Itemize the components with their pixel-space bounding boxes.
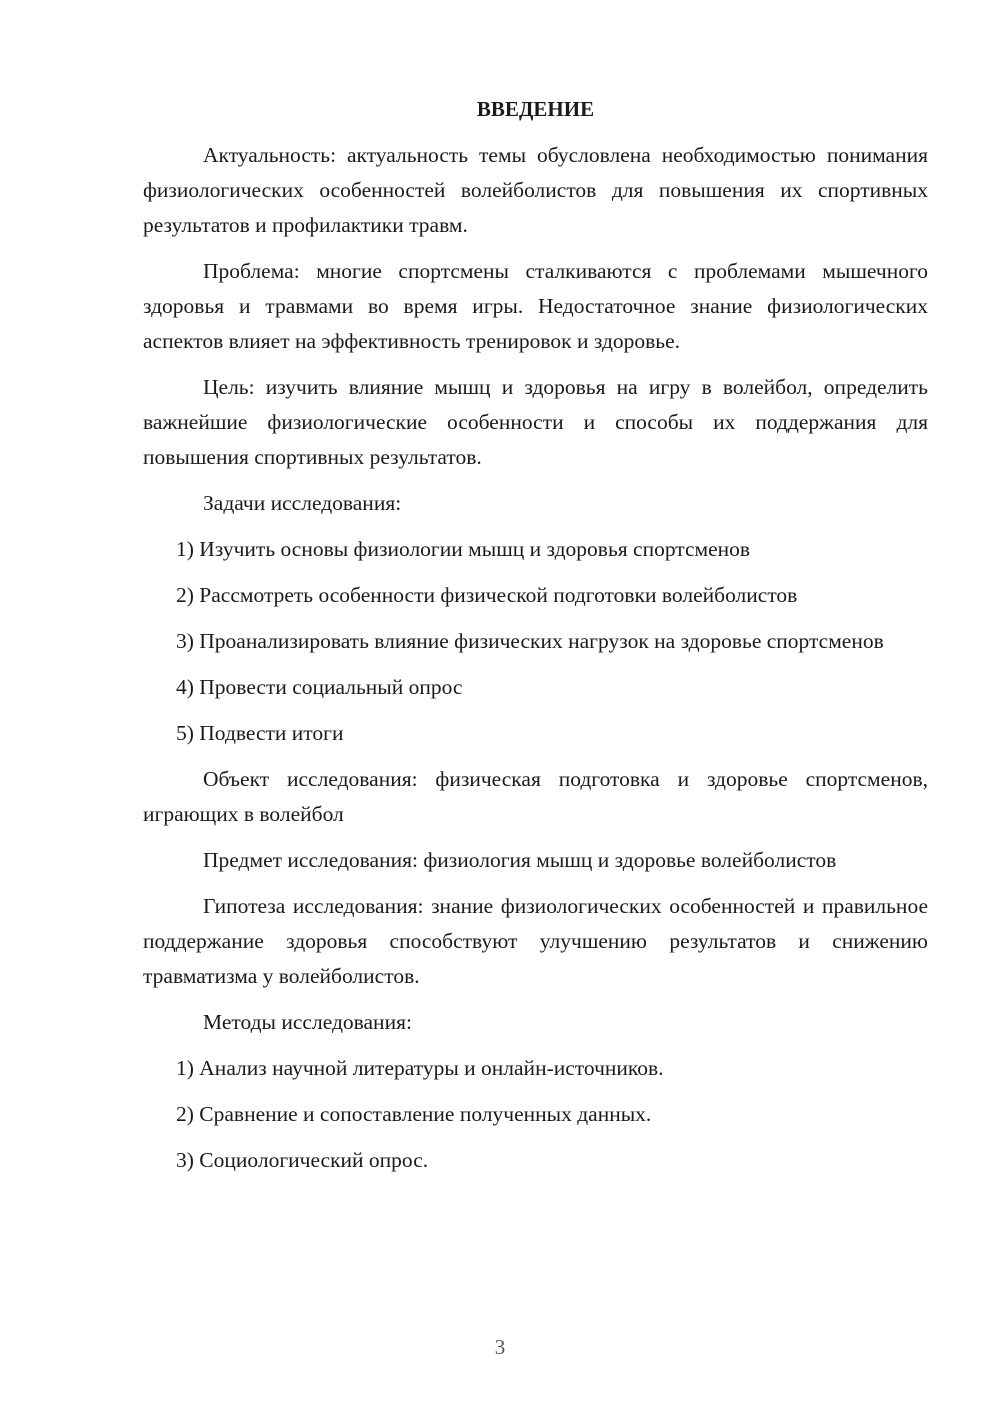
task-item-5: 5) Подвести итоги [176, 721, 344, 745]
task-item-2: 2) Рассмотреть особенности физической подготовки волейболистов [176, 583, 798, 607]
task-item-3: 3) Проанализировать влияние физических нагрузок на здоровье спортсменов [176, 629, 884, 653]
paragraph-hypothesis: Гипотеза исследования: знание физиологических особенностей и правильное поддержание здоровья способствуют улучшению результатов и снижению травматизма у волейболистов. [143, 894, 928, 988]
paragraph-relevance: Актуальность: актуальность темы обусловлена необходимостью понимания физиологических особенностей волейболистов для повышения их спортивных результатов и профилактики травм. [143, 143, 928, 237]
method-item-1: 1) Анализ научной литературы и онлайн-источников. [176, 1056, 664, 1080]
task-item-1: 1) Изучить основы физиологии мышц и здоровья спортсменов [176, 537, 751, 561]
paragraph-problem: Проблема: многие спортсмены сталкиваются с проблемами мышечного здоровья и травмами во время игры. Недостаточное знание физиологических аспектов влияет на эффективность тренировок и здоровье. [143, 259, 928, 353]
page-number: 3 [494, 1335, 506, 1359]
paragraph-subject: Предмет исследования: физиология мышц и здоровье волейболистов [203, 848, 837, 872]
paragraph-goal: Цель: изучить влияние мышц и здоровья на игру в волейбол, определить важнейшие физиологические особенности и способы их поддержания для повышения спортивных результатов. [143, 375, 928, 469]
section-title: ВВЕДЕНИЕ [476, 97, 595, 121]
task-item-4: 4) Провести социальный опрос [176, 675, 463, 699]
methods-heading: Методы исследования: [203, 1010, 412, 1034]
document-body [143, 92, 928, 1189]
tasks-heading: Задачи исследования: [203, 491, 402, 515]
paragraph-object: Объект исследования: физическая подготовка и здоровье спортсменов, играющих в волейбол [143, 767, 928, 826]
method-item-3: 3) Социологический опрос. [176, 1148, 429, 1172]
method-item-2: 2) Сравнение и сопоставление полученных данных. [176, 1102, 652, 1126]
